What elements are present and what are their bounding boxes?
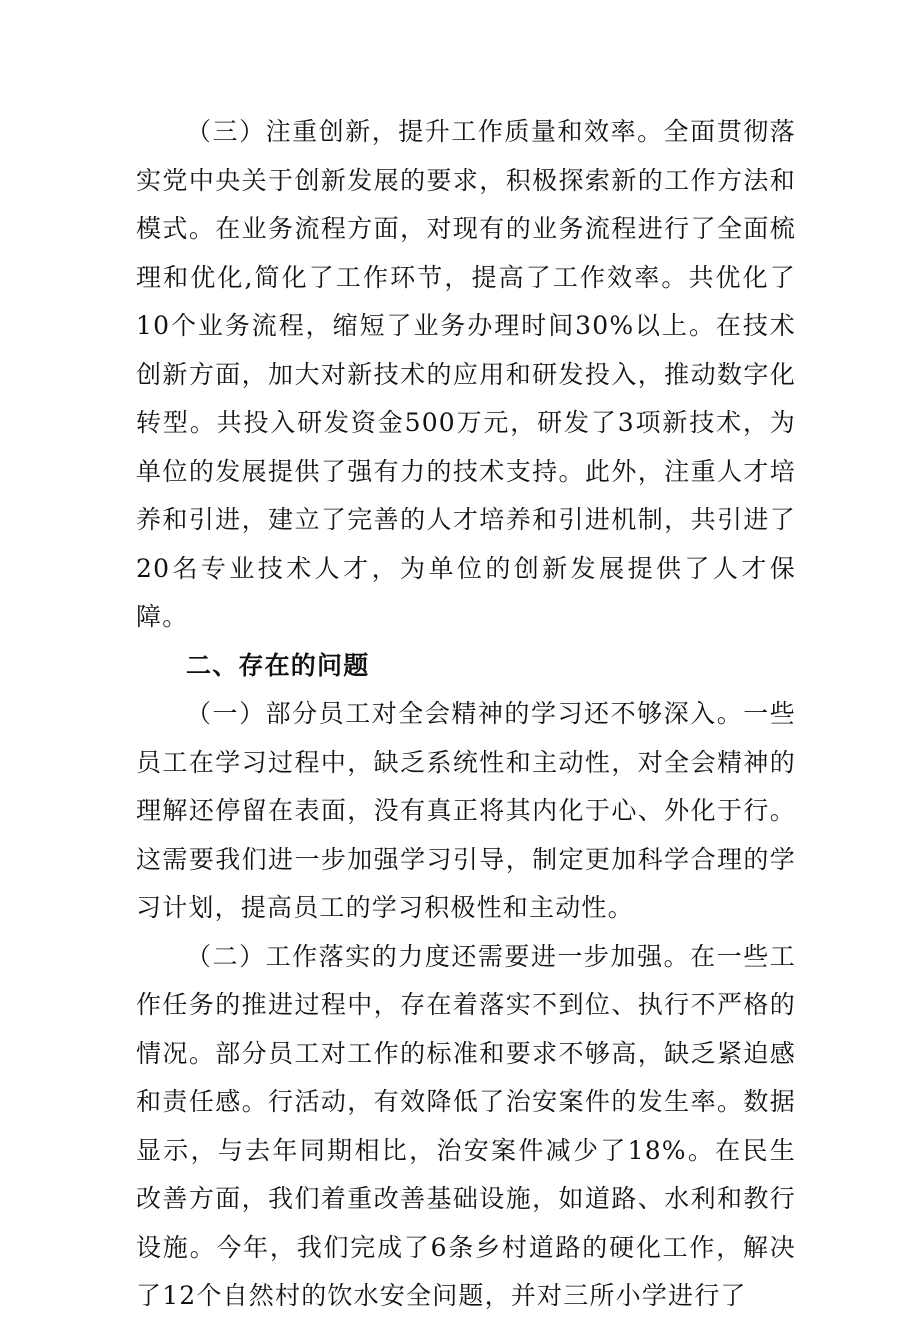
document-body	[136, 108, 796, 1321]
paragraph-innovation: （三）注重创新，提升工作质量和效率。全面贯彻落实党中央关于创新发展的要求，积极探索新的工作方法和模式。在业务流程方面，对现有的业务流程进行了全面梳理和优化,简化了工作环节，提高了工作效率。共优化了10个业务流程，缩短了业务办理时间30%以上。在技术创新方面，加大对新技术的应用和研发投入，推动数字化转型。共投入研发资金500万元，研发了3项新技术，为单位的发展提供了强有力的技术支持。此外，注重人才培养和引进，建立了完善的人才培养和引进机制，共引进了20名专业技术人才，为单位的创新发展提供了人才保障。	[136, 117, 796, 631]
section-heading-problems: 二、存在的问题	[186, 650, 370, 680]
paragraph-implementation: （二）工作落实的力度还需要进一步加强。在一些工作任务的推进过程中，存在着落实不到位、执行不严格的情况。部分员工对工作的标准和要求不够高，缺乏紧迫感和责任感。行活动，有效降低了治安案件的发生率。数据显示，与去年同期相比，治安案件减少了18%。在民生改善方面，我们着重改善基础设施，如道路、水利和教行设施。今年，我们完成了6条乡村道路的硬化工作，解决了12个自然村的饮水安全问题，并对三所小学进行了	[136, 941, 796, 1310]
paragraph-study-insufficient: （一）部分员工对全会精神的学习还不够深入。一些员工在学习过程中，缺乏系统性和主动性，对全会精神的理解还停留在表面，没有真正将其内化于心、外化于行。这需要我们进一步加强学习引导，制定更加科学合理的学习计划，提高员工的学习积极性和主动性。	[136, 699, 796, 922]
